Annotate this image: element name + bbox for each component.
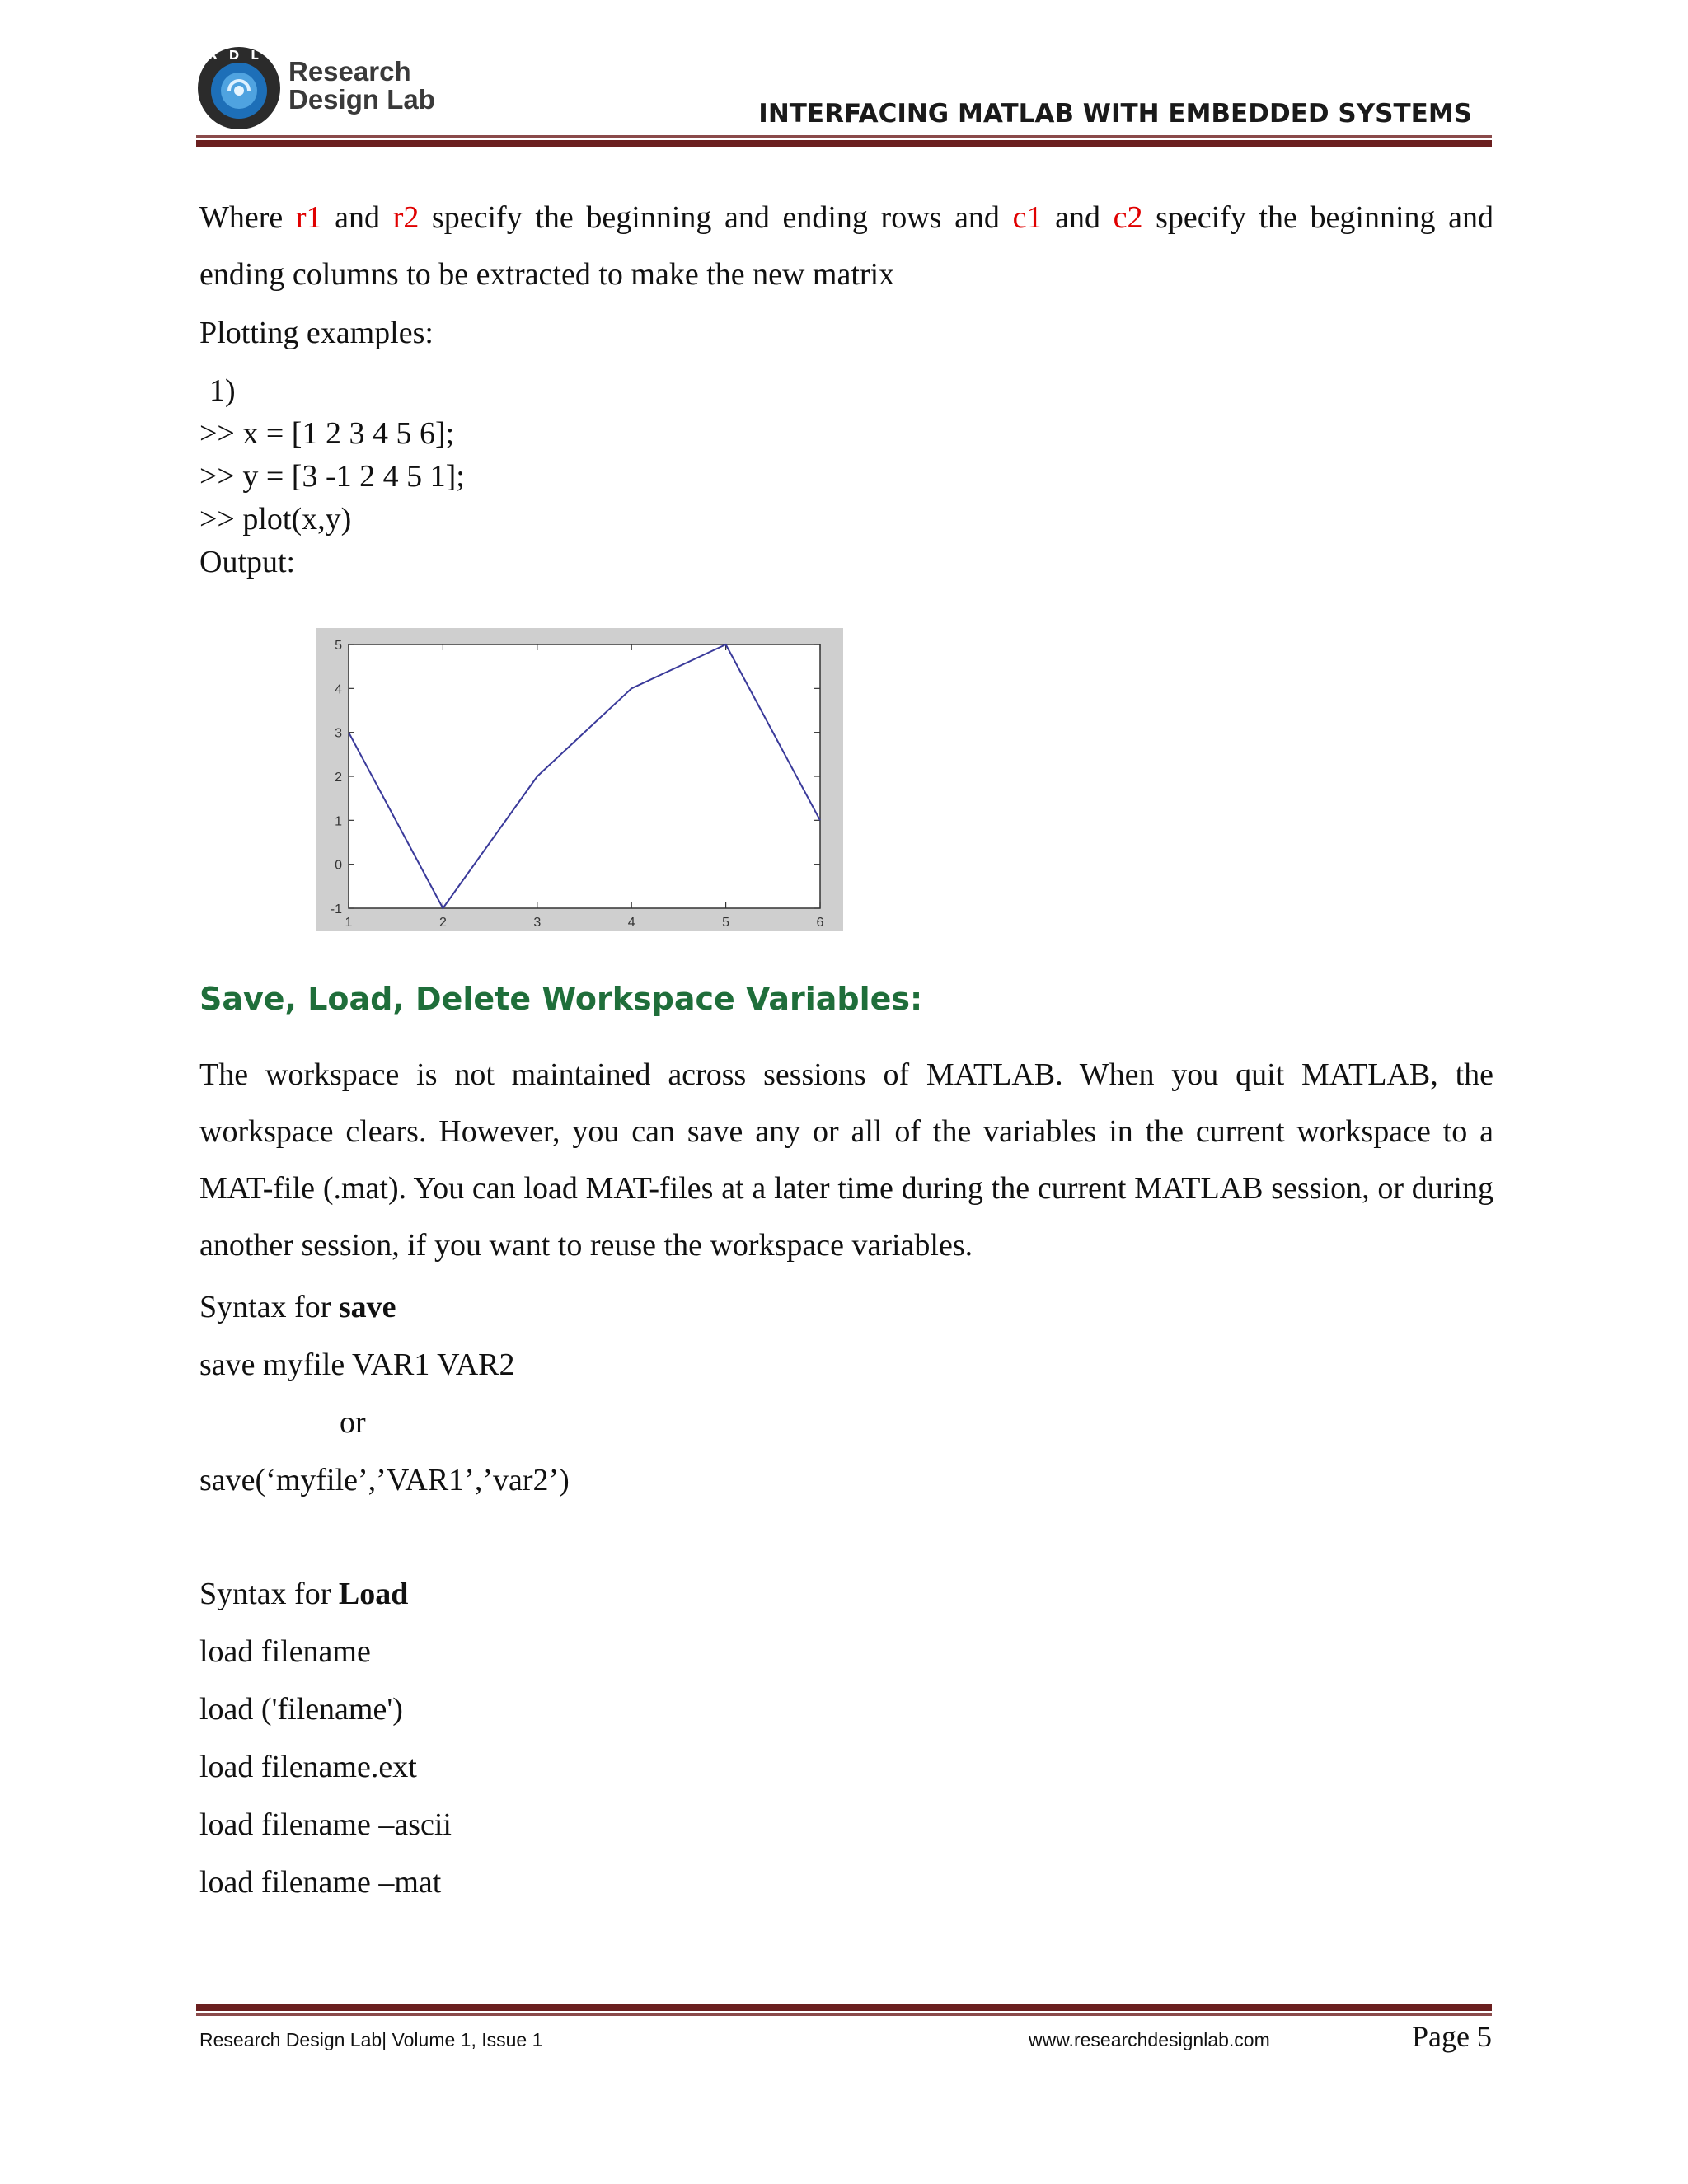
plot-area — [349, 644, 820, 908]
workspace-paragraph: The workspace is not maintained across sessions of MATLAB. When you quit MATLAB, the workspace clears. However, you can save any or all of the variables in the current workspace to a MAT-file (.mat). You can load MAT-files at a later time during the current MATLAB session, or during another session, if you want to reuse the workspace variables. — [199, 1057, 1493, 1263]
load-example-1: load filename — [199, 1634, 371, 1669]
y-tick-label: 2 — [335, 771, 342, 785]
logo-line-1: Research — [288, 56, 411, 87]
footer-publication: Research Design Lab| Volume 1, Issue 1 — [199, 2029, 543, 2050]
y-tick-label: 1 — [335, 814, 342, 829]
example-number: 1) — [209, 373, 236, 408]
var-r1: r1 — [295, 200, 322, 235]
header-rule-thin — [196, 135, 1492, 138]
var-r2: r2 — [392, 200, 420, 235]
x-tick-label: 5 — [722, 916, 730, 930]
header-title: INTERFACING MATLAB WITH EMBEDDED SYSTEMS — [758, 99, 1472, 129]
logo-mark-text: RDL — [208, 48, 270, 63]
page-number: Page 5 — [1412, 2020, 1492, 2053]
save-syntax-label: Syntax for save — [199, 1290, 396, 1324]
save-example-1: save myfile VAR1 VAR2 — [199, 1347, 515, 1382]
or-text: or — [340, 1405, 366, 1440]
var-c2: c2 — [1113, 200, 1143, 235]
output-label: Output: — [199, 545, 296, 579]
load-keyword: Load — [338, 1577, 409, 1611]
logo-line-2: Design Lab — [288, 84, 435, 115]
y-tick-label: 0 — [335, 858, 342, 873]
x-tick-label: 6 — [816, 916, 824, 930]
footer-rule-thin — [196, 2013, 1492, 2016]
y-tick-label: -1 — [330, 902, 342, 916]
code-line-3: >> plot(x,y) — [199, 502, 352, 537]
x-tick-label: 1 — [345, 916, 353, 930]
load-syntax-label: Syntax for Load — [199, 1577, 409, 1611]
save-keyword: save — [338, 1290, 396, 1324]
logo — [196, 43, 460, 134]
y-tick-label: 4 — [335, 682, 342, 697]
header-rule — [196, 140, 1492, 147]
footer-url: www.researchdesignlab.com — [1029, 2029, 1270, 2050]
x-tick-label: 3 — [533, 916, 542, 930]
x-tick-label: 4 — [627, 916, 635, 930]
plot-figure — [316, 628, 843, 931]
load-example-5: load filename –mat — [199, 1865, 442, 1900]
load-example-2: load ('filename') — [199, 1692, 403, 1727]
var-c1: c1 — [1012, 200, 1043, 235]
line-chart — [316, 628, 843, 931]
load-example-3: load filename.ext — [199, 1750, 417, 1784]
load-example-4: load filename –ascii — [199, 1807, 452, 1842]
y-tick-label: 5 — [335, 639, 342, 653]
save-example-2: save(‘myfile’,’VAR1’,’var2’) — [199, 1463, 570, 1497]
x-tick-label: 2 — [438, 916, 447, 930]
code-line-1: >> x = [1 2 3 4 5 6]; — [199, 416, 455, 451]
footer-rule — [196, 2004, 1492, 2011]
intro-paragraph: Where r1 and r2 specify the beginning and ending rows and c1 and c2 specify the beginning and ending columns to be extracted to make the new matrix — [199, 200, 1493, 292]
y-tick-label: 3 — [335, 726, 342, 741]
plotting-label: Plotting examples: — [199, 316, 434, 350]
code-line-2: >> y = [3 -1 2 4 5 1]; — [199, 459, 465, 494]
section-heading: Save, Load, Delete Workspace Variables: — [199, 981, 923, 1017]
